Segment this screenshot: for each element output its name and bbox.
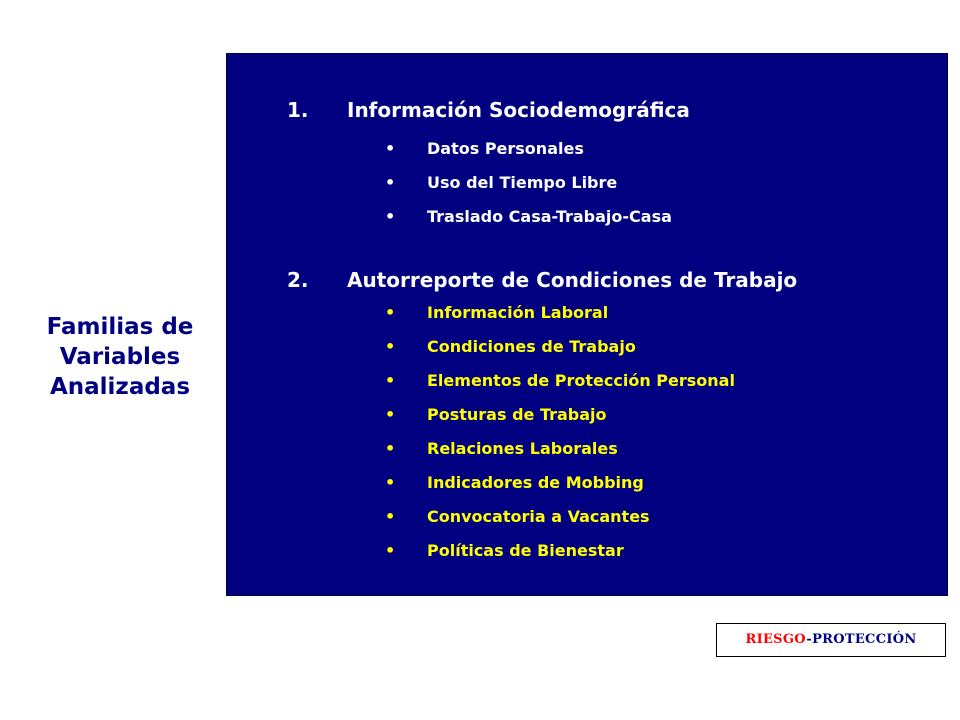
section-number: 2. — [287, 268, 309, 292]
content-panel — [226, 53, 948, 596]
list-item-label: Traslado Casa-Trabajo-Casa — [427, 207, 672, 226]
list-item-label: Posturas de Trabajo — [427, 405, 607, 424]
legend-risk-label: RIESGO — [745, 632, 807, 647]
side-title-line-3: Analizadas — [49, 374, 191, 400]
bullet-icon: • — [385, 337, 396, 356]
side-title-line-2: Variables — [59, 344, 181, 370]
bullet-icon: • — [385, 371, 396, 390]
bullet-icon: • — [385, 173, 396, 192]
section-number: 1. — [287, 98, 309, 122]
side-title — [20, 312, 220, 402]
list-item-label: Relaciones Laborales — [427, 439, 618, 458]
list-item-label: Convocatoria a Vacantes — [427, 507, 650, 526]
section-title: Autorreporte de Condiciones de Trabajo — [347, 268, 798, 292]
list-item-label: Información Laboral — [427, 303, 609, 322]
list-item-label: Políticas de Bienestar — [427, 541, 624, 560]
bullet-icon: • — [385, 303, 396, 322]
bullet-icon: • — [385, 439, 396, 458]
bullet-icon: • — [385, 207, 396, 226]
list-item-label: Condiciones de Trabajo — [427, 337, 636, 356]
bullet-icon: • — [385, 507, 396, 526]
section-title: Información Sociodemográfica — [347, 98, 690, 122]
legend-separator: - — [806, 632, 813, 647]
side-title-line-1: Familias de — [46, 314, 194, 340]
risk-protection-legend — [716, 623, 946, 657]
legend-protection-label: PROTECCIÓN — [812, 632, 917, 647]
list-item-label: Indicadores de Mobbing — [427, 473, 644, 492]
bullet-icon: • — [385, 473, 396, 492]
bullet-icon: • — [385, 139, 396, 158]
bullet-icon: • — [385, 405, 396, 424]
bullet-icon: • — [385, 541, 396, 560]
list-item-label: Uso del Tiempo Libre — [427, 173, 618, 192]
list-item-label: Datos Personales — [427, 139, 584, 158]
list-item-label: Elementos de Protección Personal — [427, 371, 735, 390]
